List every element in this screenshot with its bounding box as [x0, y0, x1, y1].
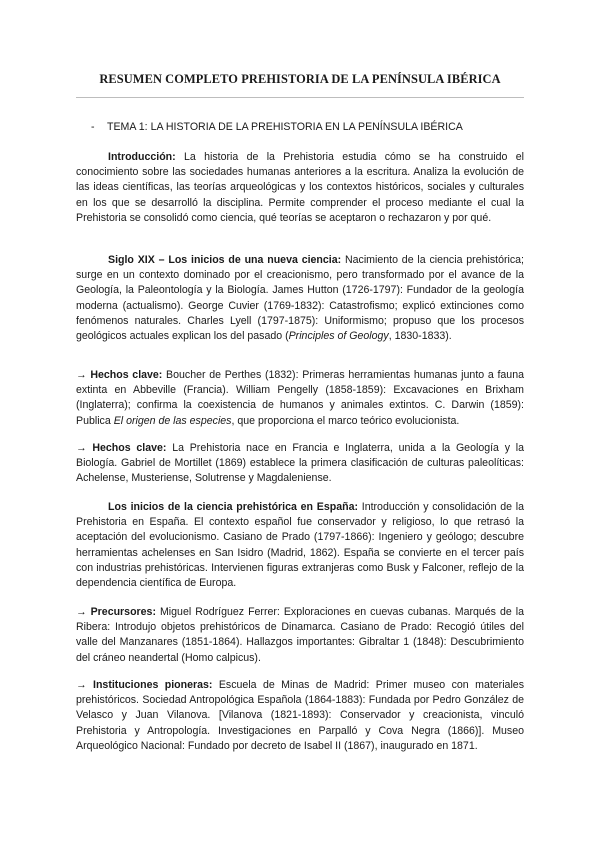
paragraph-text: Escuela de Minas de Madrid: Primer museo con materiales prehistóricos. Sociedad Antropológica Española (1864-1883): Fundada por Pedro González de Velasco y Juan Vilanova. [Vilanova (1821-1893): Conservador y creacionista, vinculó Prehistoria y Antropología. Investigaciones en Parpalló y Cova Negra (1866)]. Museo Arqueológico Nacional: Fundado por decreto de Isabel II (1867), inaugurado en 1871.	[76, 679, 524, 752]
paragraph-heading: Hechos clave:	[92, 442, 167, 454]
paragraph-heading: Hechos clave:	[90, 369, 163, 381]
paragraph-text: La historia de la Prehistoria estudia cómo se ha construido el conocimiento sobre las sociedades humanas anteriores a la escritura. Analiza la evolución de las ideas científicas, las teorías arqueológicas y los contextos históricos, sociales y culturales en los que se desarrolló la disciplina. Permite comprender el proceso mediante el cual la Prehistoria se consolidó como ciencia, qué teorías se aceptaron o rechazaron y por qué.	[76, 151, 524, 224]
title-divider	[76, 97, 524, 98]
paragraph-heading: Los inicios de la ciencia prehistórica en España:	[108, 501, 358, 513]
paragraph-hechos-clave-1	[76, 368, 524, 429]
paragraph-hechos-clave-2	[76, 441, 524, 487]
paragraph-heading: Siglo XIX – Los inicios de una nueva ciencia:	[108, 254, 342, 266]
paragraph-heading: Instituciones pioneras:	[93, 679, 213, 691]
arrow-icon: →	[76, 679, 87, 691]
paragraph-text: Miguel Rodríguez Ferrer: Exploraciones en cuevas cubanas. Marqués de la Ribera: Introdujo objetos prehistóricos de Dinamarca. Casiano de Prado: Recogió útiles del valle del Manzanares (1851-1864). Hallazgos importantes: Gibraltar 1 (1848): Descubrimiento del cráneo neandertal (Homo calpicus).	[76, 606, 524, 664]
paragraph-instituciones	[76, 678, 524, 754]
paragraph-text: Nacimiento de la ciencia prehistórica; surge en un contexto dominado por el creacionismo, pero transformado por el avance de la Geología, la Paleontología y la Biología. James Hutton (1726-1797): Fundador de la geología moderna (actualismo). George Cuvier (1769-1832): Catastrofismo; explicó extinciones como fenómenos naturales. Charles Lyell (1797-1875): Uniformismo; propuso que los procesos geológicos actuales explican los del pasado (	[76, 254, 524, 343]
paragraph-introduccion	[76, 150, 524, 226]
section-heading-text: TEMA 1: LA HISTORIA DE LA PREHISTORIA EN LA PENÍNSULA IBÉRICA	[107, 121, 463, 133]
paragraph-siglo-xix	[76, 253, 524, 344]
section-heading	[91, 121, 463, 133]
arrow-icon: →	[76, 606, 87, 618]
arrow-icon: →	[76, 369, 87, 381]
paragraph-text-end: , 1830-1833).	[388, 330, 452, 343]
book-title: El origen de las especies	[113, 414, 232, 427]
document-title: RESUMEN COMPLETO PREHISTORIA DE LA PENÍNSULA IBÉRICA	[99, 72, 501, 86]
paragraph-heading: Precursores:	[90, 606, 156, 618]
paragraph-heading: Introducción:	[108, 151, 176, 163]
paragraph-text: Introducción y consolidación de la Prehistoria en España. El contexto español fue conservador y religioso, lo que retrasó la aceptación del evolucionismo. Casiano de Prado (1797-1866): Ingeniero y geólogo; descubre herramientas achelenses en San Isidro (Madrid, 1862). España se convierte en el tercer país con industrias prehistóricas. Intervienen figuras extranjeras como Busk y Falconer, reflejo de la dependencia científica de Europa.	[76, 501, 524, 590]
book-title: Principles of Geology	[288, 330, 389, 343]
paragraph-inicios-espana	[76, 500, 524, 591]
paragraph-text: La Prehistoria nace en Francia e Inglaterra, unida a la Geología y la Biología. Gabriel de Mortillet (1869) establece la primera clasificación de culturas paleolíticas: Achelense, Musteriense, Solutrense y Magdaleniense.	[76, 442, 525, 485]
paragraph-precursores	[76, 605, 524, 666]
paragraph-text-end: , que proporciona el marco teórico evolucionista.	[231, 414, 460, 427]
arrow-icon: →	[76, 442, 87, 454]
list-dash: -	[91, 121, 95, 133]
paragraph-text: Boucher de Perthes (1832): Primeras herramientas humanas junto a fauna extinta en Abbeville (Francia). William Pengelly (1858-1859): Excavaciones en Brixham (Inglaterra); confirma la coexistencia de humanos y animales extintos. C. Darwin (1859): Publica	[76, 369, 524, 427]
